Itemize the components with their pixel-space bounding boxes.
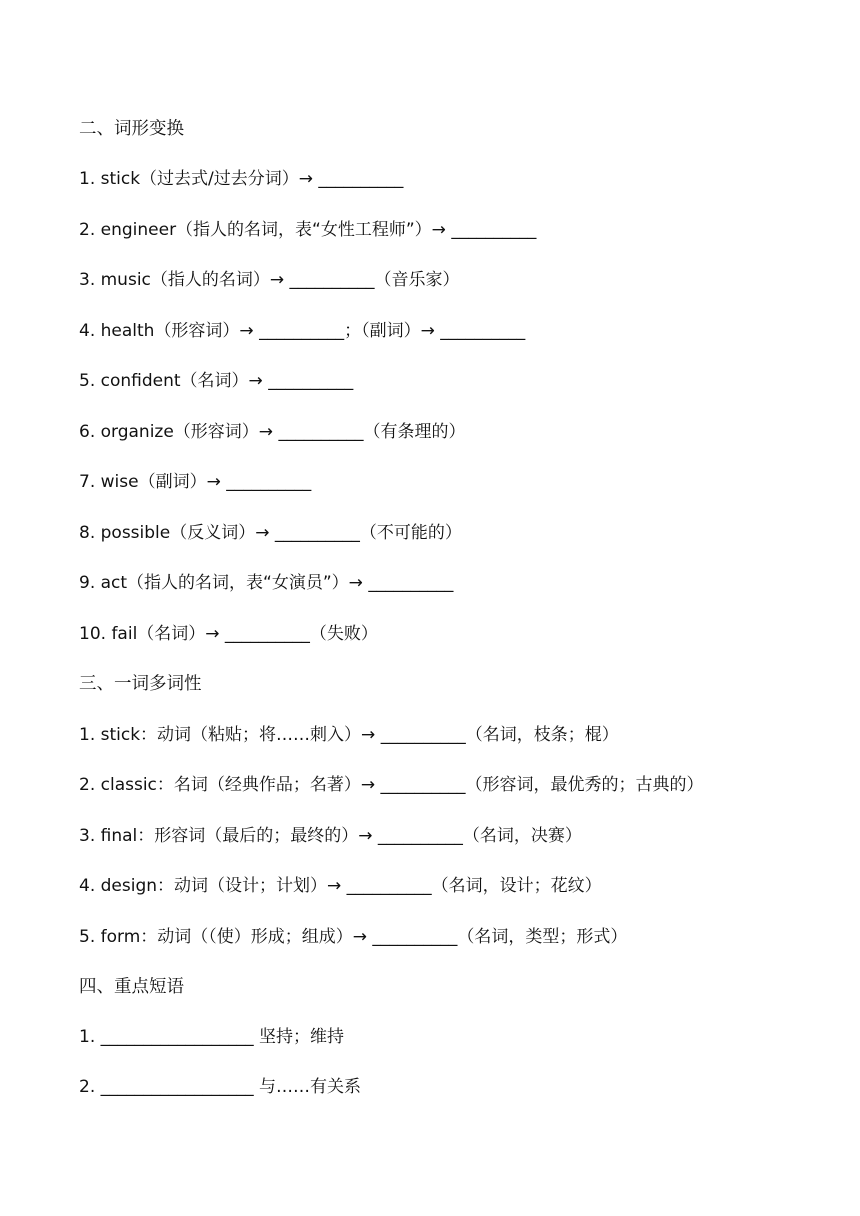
multi-pos-item-1: 1. stick：动词（粘贴；将……刺入）→ __________（名词，枝条；棍） (79, 725, 619, 745)
word-forms-item-9: 9. act（指人的名词，表“女演员”）→ __________ (79, 573, 454, 593)
multi-pos-item-4: 4. design：动词（设计；计划）→ __________（名词，设计；花纹） (79, 876, 602, 896)
word-forms-item-2: 2. engineer（指人的名词，表“女性工程师”）→ __________ (79, 220, 537, 240)
section-heading-key-phrases: 四、重点短语 (79, 977, 184, 997)
section-heading-multi-pos: 三、一词多词性 (79, 674, 202, 694)
multi-pos-item-2: 2. classic：名词（经典作品；名著）→ __________（形容词，最优秀的；古典的） (79, 775, 704, 795)
key-phrases-item-1: 1. __________________ 坚持；维持 (79, 1027, 345, 1047)
multi-pos-item-3: 3. final：形容词（最后的；最终的）→ __________（名词，决赛） (79, 826, 582, 846)
word-forms-item-10: 10. fail（名词）→ __________（失败） (79, 624, 378, 644)
multi-pos-item-5: 5. form：动词（（使）形成；组成）→ __________（名词，类型；形式） (79, 927, 628, 947)
word-forms-item-8: 8. possible（反义词）→ __________（不可能的） (79, 523, 462, 543)
word-forms-item-1: 1. stick（过去式/过去分词）→ __________ (79, 169, 404, 189)
section-heading-word-forms: 二、词形变换 (79, 119, 184, 139)
word-forms-item-3: 3. music（指人的名词）→ __________（音乐家） (79, 270, 460, 290)
word-forms-item-5: 5. confident（名词）→ __________ (79, 371, 354, 391)
key-phrases-item-2: 2. __________________ 与……有关系 (79, 1077, 362, 1097)
word-forms-item-7: 7. wise（副词）→ __________ (79, 472, 312, 492)
word-forms-item-6: 6. organize（形容词）→ __________（有条理的） (79, 422, 466, 442)
word-forms-item-4: 4. health（形容词）→ __________；（副词）→ __________ (79, 321, 526, 341)
